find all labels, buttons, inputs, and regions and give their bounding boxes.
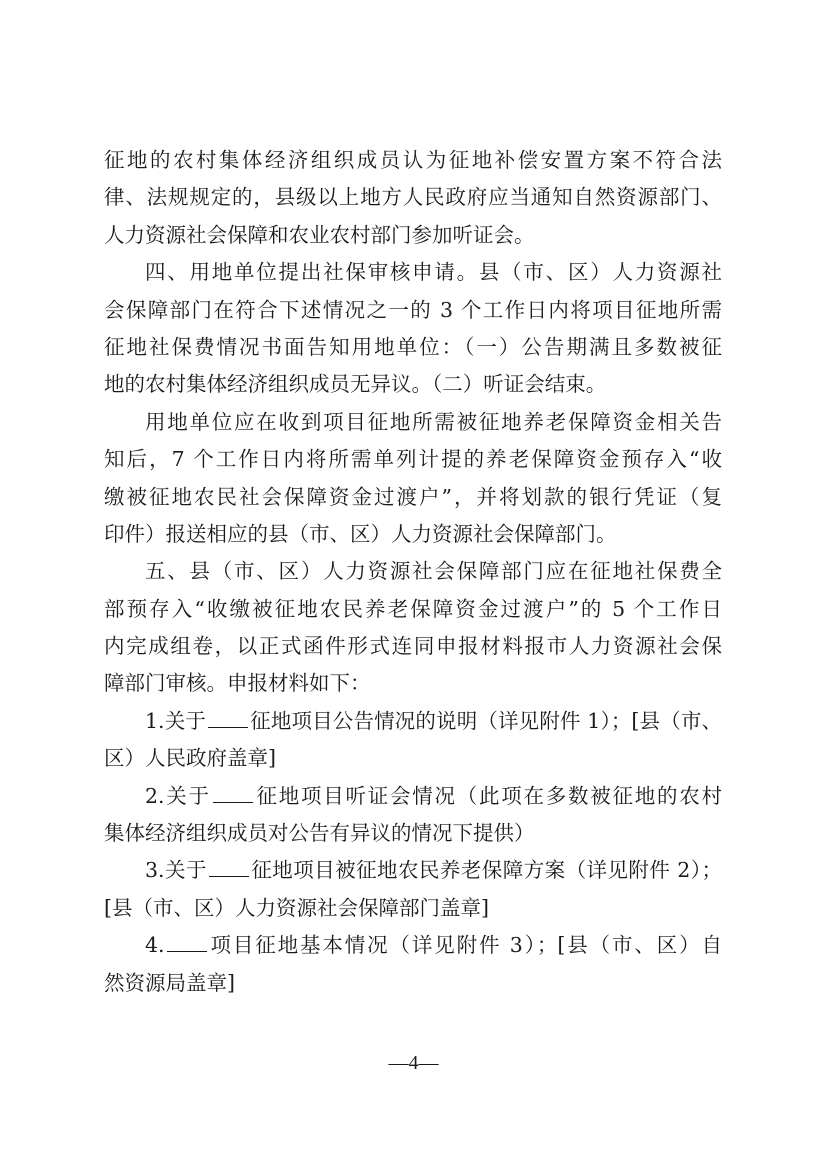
list-item-prefix: 3.关于 <box>145 858 207 883</box>
fill-in-blank <box>167 931 207 952</box>
text-line: 征地的农村集体经济组织成员认为征地补偿安置方案不符合法 <box>104 148 722 172</box>
text-line: 知后，7 个工作日内将所需单列计提的养老保障资金预存入“收 <box>104 447 722 472</box>
text-line: 五、县（市、区）人力资源社会保障部门应在征地社保费全 <box>145 559 722 584</box>
text-line: 内完成组卷，以正式函件形式连同申报材料报市人力资源社会保 <box>104 634 722 659</box>
fill-in-blank <box>213 782 253 803</box>
list-item-prefix: 2.关于 <box>145 783 211 808</box>
document-body <box>104 142 722 1002</box>
text-line: 缴被征地农民社会保障资金过渡户”，并将划款的银行凭证（复 <box>104 484 722 509</box>
text-line: 律、法规规定的，县级以上地方人民政府应当通知自然资源部门、 <box>104 185 722 210</box>
text-line: 四、用地单位提出社保审核申请。县（市、区）人力资源社 <box>145 260 722 285</box>
list-item-prefix: 4. <box>145 933 165 958</box>
text-line: 人力资源社会保障和农业农村部门参加听证会。 <box>104 222 535 247</box>
text-line: 会保障部门在符合下述情况之一的 3 个工作日内将项目征地所需 <box>104 297 722 322</box>
list-item-prefix: 1.关于 <box>145 708 207 733</box>
fill-in-blank <box>208 707 248 728</box>
list-item-text: 征地项目被征地农民养老保障方案（详见附件 2）； <box>250 858 722 883</box>
list-item-text: 征地项目听证会情况（此项在多数被征地的农村 <box>254 783 723 808</box>
list-item-line <box>104 703 722 740</box>
list-item-line <box>104 778 722 815</box>
text-line: 部预存入“收缴被征地农民养老保障资金过渡户”的 5 个工作日 <box>104 596 722 621</box>
text-line: 用地单位应在收到项目征地所需被征地养老保障资金相关告 <box>145 409 722 434</box>
list-item-line <box>104 852 722 889</box>
text-line: 印件）报送相应的县（市、区）人力资源社会保障部门。 <box>104 521 617 546</box>
text-line: 障部门审核。申报材料如下： <box>104 671 371 696</box>
fill-in-blank <box>209 856 249 877</box>
page-number: —4— <box>388 1052 439 1074</box>
list-item-text: 项目征地基本情况（详见附件 3）；[县（市、区）自 <box>208 933 722 958</box>
text-line: 地的农村集体经济组织成员无异议。（二）听证会结束。 <box>104 372 607 397</box>
list-item-text: 征地项目公告情况的说明（详见附件 1）；[县（市、 <box>250 708 723 733</box>
list-item-line: 然资源局盖章] <box>104 970 235 995</box>
list-item-line: 集体经济组织成员对公告有异议的情况下提供） <box>104 821 535 846</box>
list-item-line <box>104 927 722 964</box>
list-item-line: 区）人民政府盖章] <box>104 746 276 771</box>
text-line: 征地社保费情况书面告知用地单位：（一）公告期满且多数被征 <box>104 334 722 359</box>
list-item-line: [县（市、区）人力资源社会保障部门盖章] <box>104 895 489 920</box>
